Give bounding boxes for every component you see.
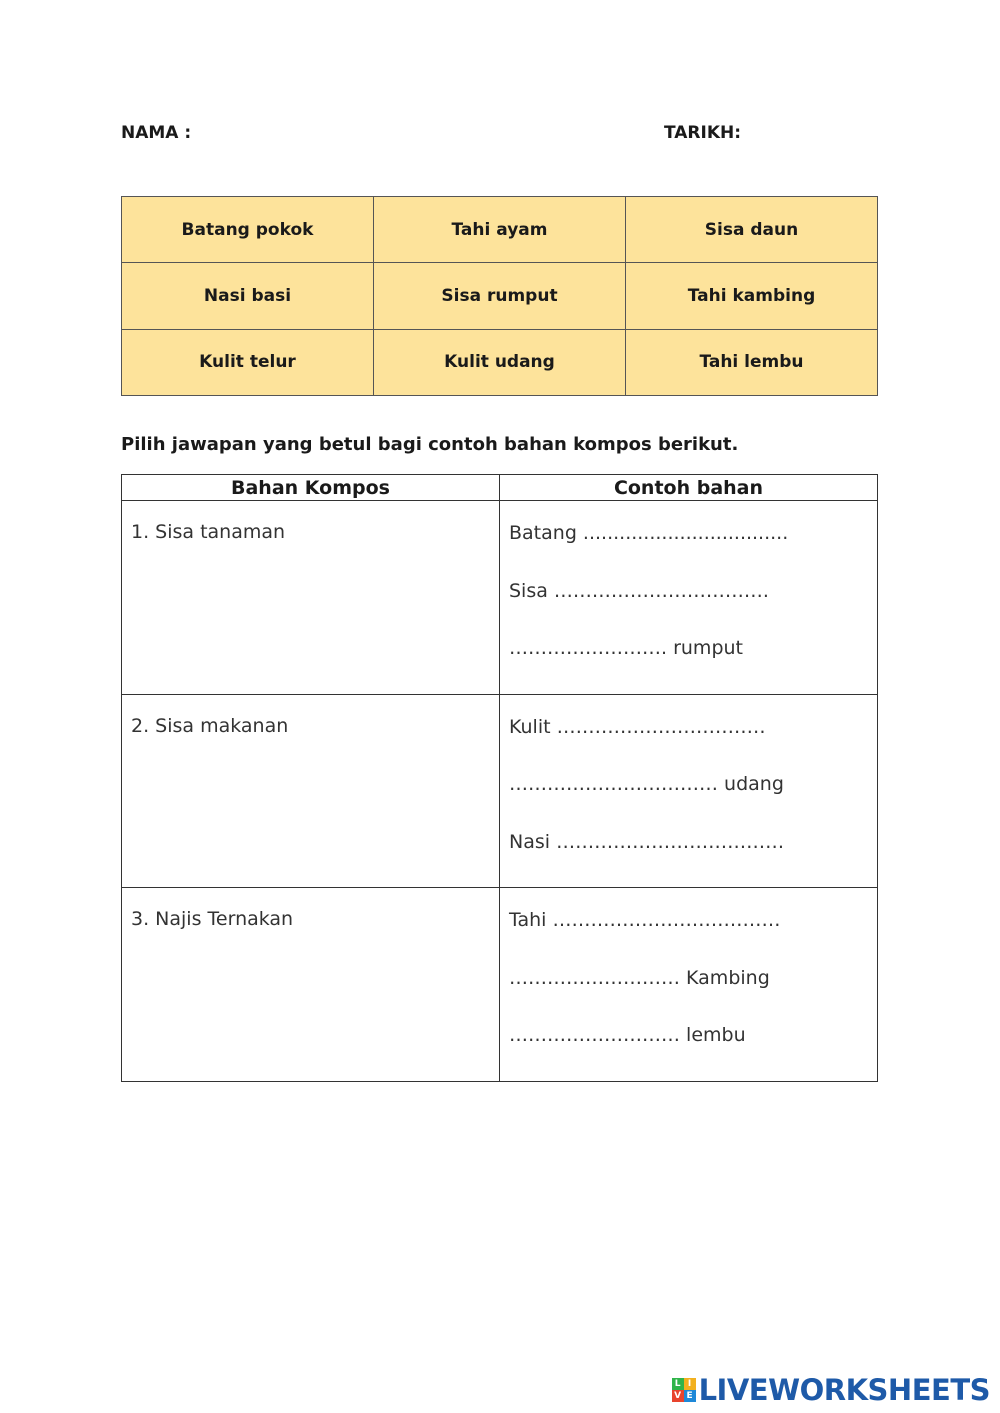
logo-text: LIVEWORKSHEETS	[698, 1373, 990, 1407]
answer-cell	[500, 501, 878, 695]
instruction-text: Pilih jawapan yang betul bagi contoh bahan kompos berikut.	[121, 434, 739, 455]
category-label: 2. Sisa makanan	[131, 714, 289, 737]
header-bahan-kompos: Bahan Kompos	[122, 475, 500, 501]
word-bank-cell[interactable]: Tahi ayam	[374, 197, 626, 263]
category-cell	[122, 888, 500, 1082]
answer-blank[interactable]: ……………………. rumput	[509, 637, 743, 659]
answer-table	[121, 474, 878, 1082]
answer-blank[interactable]: Tahi ………………………………	[509, 909, 781, 931]
name-label: NAMA :	[121, 123, 192, 143]
header-contoh-bahan: Contoh bahan	[500, 475, 878, 501]
category-cell	[122, 501, 500, 695]
table-row	[122, 694, 878, 888]
word-bank-row	[122, 263, 878, 329]
category-cell	[122, 694, 500, 888]
answer-blank[interactable]: ……………………… lembu	[509, 1024, 746, 1046]
word-bank-cell[interactable]: Sisa rumput	[374, 263, 626, 329]
word-bank-row	[122, 329, 878, 395]
answer-blank[interactable]: ……………………… Kambing	[509, 966, 770, 989]
logo-mark-icon: L I V E	[672, 1378, 696, 1402]
word-bank-table	[121, 196, 878, 396]
word-bank-cell[interactable]: Nasi basi	[122, 263, 374, 329]
table-row	[122, 501, 878, 695]
answer-cell	[500, 888, 878, 1082]
word-bank-cell[interactable]: Tahi lembu	[626, 329, 878, 395]
answer-blank[interactable]: Sisa …………………………….	[509, 579, 769, 602]
word-bank-cell[interactable]: Kulit telur	[122, 329, 374, 395]
answer-cell	[500, 694, 878, 888]
word-bank-cell[interactable]: Kulit udang	[374, 329, 626, 395]
word-bank-cell[interactable]: Sisa daun	[626, 197, 878, 263]
table-row	[122, 888, 878, 1082]
answer-blank[interactable]: Nasi ………………………………	[509, 830, 785, 853]
answer-table-header	[122, 475, 878, 501]
category-label: 3. Najis Ternakan	[131, 908, 294, 930]
liveworksheets-logo[interactable]	[672, 1373, 990, 1407]
word-bank-cell[interactable]: Batang pokok	[122, 197, 374, 263]
category-label: 1. Sisa tanaman	[131, 521, 286, 543]
answer-blank[interactable]: Kulit ……………………………	[509, 715, 766, 738]
word-bank-cell[interactable]: Tahi kambing	[626, 263, 878, 329]
date-label: TARIKH:	[664, 123, 742, 143]
answer-blank[interactable]: …………………………… udang	[509, 773, 784, 795]
word-bank-row	[122, 197, 878, 263]
answer-blank[interactable]: Batang ..................................	[509, 522, 789, 544]
